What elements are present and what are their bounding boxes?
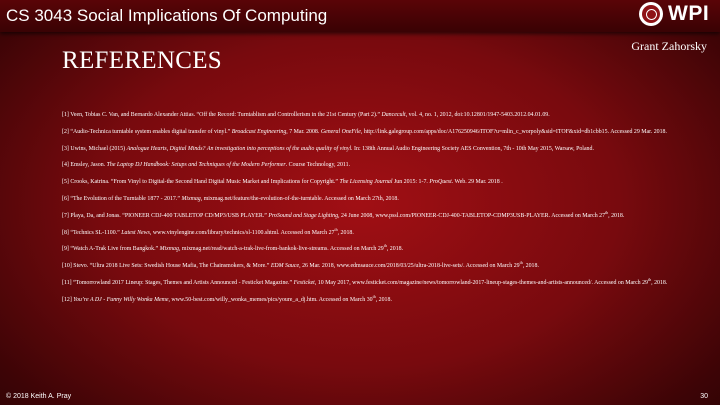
page-number: 30 — [700, 393, 708, 400]
reference-item — [62, 209, 672, 220]
reference-item — [62, 293, 672, 304]
reference-text: [1] Veen, Tobias C. Van, and Bernardo Alexander Attias. “Off the Record: Turntablism and Controllerism in the 21st Century (Part 2).” — [62, 112, 382, 118]
reference-text: , 10 May 2017, www.festicket.com/magazine/news/tomorrowland-2017-lineup-stages-themes-and-artists-announced/. Accessed on March 29 — [314, 279, 648, 286]
wpi-seal-icon — [639, 2, 663, 26]
reference-source: Analogue Hearts, Digital Minds? An investigation into perceptions of the audio quality of vinyl. — [126, 145, 353, 152]
reference-source: Dancecult — [381, 112, 406, 118]
reference-item — [62, 196, 672, 203]
reference-text: th — [648, 277, 652, 282]
reference-text: , 7 Mar. 2008. — [286, 128, 321, 135]
reference-text: In: 138th Annual Audio Engineering Society AES Convention, 7th - 10th May 2015, Warsaw, Poland. — [352, 145, 594, 152]
course-title: CS 3043 Social Implications Of Computing — [6, 6, 328, 25]
reference-item — [62, 243, 672, 253]
reference-item — [62, 277, 672, 287]
reference-text: , 2018. — [522, 263, 539, 270]
reference-source: ProSound and Stage Lighting — [268, 212, 339, 219]
reference-text: , mixmag.net/feature/the-evolution-of-the-turntable. Accessed on March 27th, 2018. — [200, 195, 399, 202]
reference-text: , 2018. — [337, 229, 354, 236]
reference-text: [11] “Tomorrowland 2017 Lineup: Stages, Themes and Artists Announced - Festicket Magazine.” — [62, 279, 294, 286]
reference-text: [6] “The Evolution of the Turntable 1877 - 2017.” — [62, 195, 182, 202]
reference-item — [62, 112, 672, 119]
reference-source: General OneFile — [320, 128, 361, 135]
reference-source: ProQuest — [429, 179, 452, 186]
reference-text: , 2018. — [651, 279, 668, 286]
reference-source: Latest News — [121, 229, 150, 236]
reference-text: [12] — [62, 296, 74, 303]
reference-text: , 2018. — [386, 246, 404, 253]
reference-list — [62, 112, 672, 314]
reference-source: Mixmag — [159, 246, 179, 253]
reference-item — [62, 260, 672, 270]
reference-source: EDM Sauce — [270, 263, 300, 270]
reference-text: th — [372, 293, 376, 299]
reference-source: You’re A DJ - Funny Willy Wonka Meme — [73, 296, 169, 303]
reference-text: , vol. 4, no. 1, 2012, doi:10.12801/1947-5403.2012.04.01.09. — [405, 112, 550, 118]
author-name: Grant Zahorsky — [631, 39, 707, 53]
reference-text: th — [334, 226, 338, 232]
reference-text: [5] Crooks, Katrina. “From Vinyl to Digital-the Second Hand Digital Music Market and Implications for Copyright.” — [62, 179, 340, 186]
reference-source: Broadcast Engineering — [231, 128, 287, 135]
reference-item — [62, 162, 672, 169]
reference-source: Festicket — [293, 279, 315, 286]
reference-text: , www.50-best.com/willy_wonka_memes/pics/youre_a_dj.htm. Accessed on March 30 — [168, 296, 373, 303]
reference-text: [8] “Technics SL-1100.” — [62, 229, 122, 236]
reference-source: Mixmag — [181, 195, 201, 202]
reference-item — [62, 179, 672, 186]
reference-text: , www.vinylengine.com/library/technics/sl-1100.shtml. Accessed on March 27 — [149, 229, 335, 236]
reference-text: , mixmag.net/read/watch-a-trak-live-from-bankok-live-streams. Accessed on March 29 — [178, 246, 384, 253]
reference-text: Jun 2015: 1-7. — [392, 179, 430, 186]
reference-text: , 2018. — [375, 296, 392, 303]
footer-copyright: © 2018 Keith A. Pray — [6, 393, 72, 400]
reference-source: The Laptop DJ Handbook: Setups and Techniques of the Modern Performer — [106, 162, 286, 169]
reference-item — [62, 226, 672, 237]
reference-text: , 26 Mar. 2018, www.edmsauce.com/2018/03/25/ultra-2018-live-sets/. Accessed on March 29 — [299, 263, 520, 270]
reference-text: , http://link.galegroup.com/apps/doc/A176250946/ITOF?u=mlin_c_worpoly&sid=ITOF&xid=db1cbb15. Accessed 29 Mar. 2018. — [360, 128, 667, 135]
logo-text: WPI — [668, 2, 710, 25]
reference-text: [9] “Watch A-Trak Live from Bangkok.” — [62, 246, 160, 253]
reference-item — [62, 146, 672, 153]
reference-text: , 2018. — [608, 212, 625, 219]
reference-text: [3] Uwins, Michael (2015) — [62, 145, 127, 152]
reference-text: th — [605, 209, 609, 215]
reference-text: , 24 June 2008, www.pssl.com/PIONEER-CDJ-400-TABLETOP-CDMP3USB-PLAYER. Accessed on March 27 — [338, 212, 606, 219]
reference-item — [62, 129, 672, 136]
wpi-logo — [639, 2, 719, 28]
reference-text: th — [519, 260, 523, 266]
page-title: REFERENCES — [62, 47, 222, 74]
reference-source: The Licensing Journal — [339, 179, 393, 186]
reference-text: . Course Technology, 2011. — [285, 162, 351, 169]
reference-text: th — [383, 243, 387, 249]
header-bar — [0, 0, 720, 32]
reference-text: [4] Emsley, Jason. — [62, 162, 107, 169]
reference-text: [10] Stevo. “Ultra 2018 Live Sets: Swedish House Mafia, The Chainsmokers, & More.” — [62, 263, 271, 270]
reference-text: [7] Playa, Da, and Jonas. “PIONEER CDJ-400 TABLETOP CD/MP3/USB PLAYER.” — [62, 212, 269, 219]
reference-text: [2] “Audio-Technica turntable system enables digital transfer of vinyl.” — [62, 128, 232, 135]
reference-text: . Web. 29 Mar. 2018 . — [451, 179, 503, 186]
